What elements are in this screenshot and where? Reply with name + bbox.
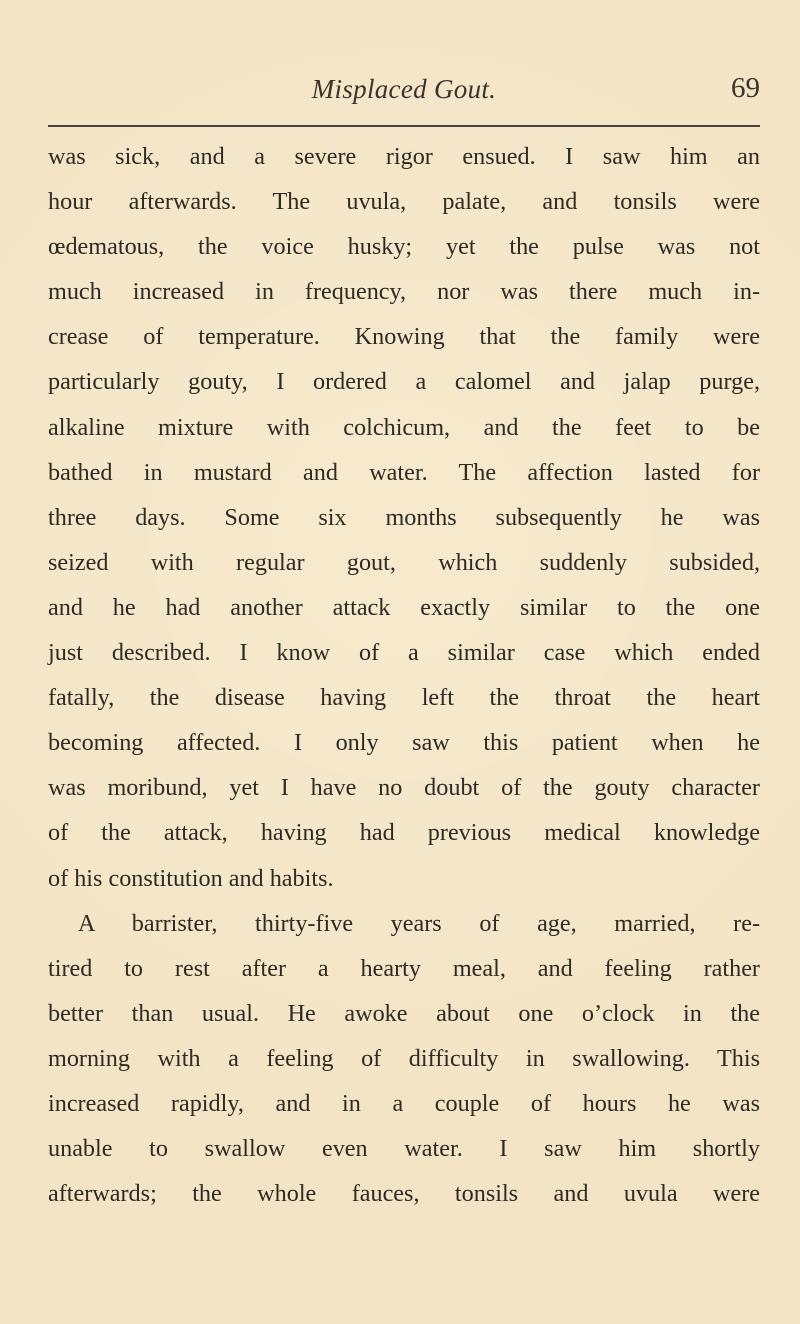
- page-number: 69: [731, 72, 760, 104]
- text-line: hour afterwards. The uvula, palate, and tonsils were: [48, 188, 760, 216]
- text-line: particularly gouty, I ordered a calomel and jalap purge,: [48, 368, 760, 396]
- text-line: was sick, and a severe rigor ensued. I saw him an: [48, 143, 760, 170]
- text-line: morning with a feeling of difficulty in swallowing. This: [48, 1044, 760, 1072]
- text-line: afterwards; the whole fauces, tonsils and uvula were: [48, 1180, 760, 1208]
- body-text: [48, 134, 760, 1216]
- text-line: seized with regular gout, which suddenly subsided,: [48, 548, 760, 576]
- text-line: becoming affected. I only saw this patient when he: [48, 729, 760, 757]
- text-line: three days. Some six months subsequently he was: [48, 503, 760, 531]
- text-line: alkaline mixture with colchicum, and the feet to be: [48, 413, 760, 441]
- text-line: just described. I know of a similar case which ended: [48, 639, 760, 667]
- running-title: Misplaced Gout.: [311, 74, 497, 104]
- text-line: much increased in frequency, nor was there much in-: [48, 278, 760, 306]
- text-line: was moribund, yet I have no doubt of the gouty character: [48, 774, 760, 802]
- text-line: better than usual. He awoke about one o’clock in the: [48, 999, 760, 1027]
- text-line: A barrister, thirty-five years of age, married, re-: [78, 909, 760, 937]
- text-line: and he had another attack exactly similar to the one: [48, 593, 760, 621]
- text-line: bathed in mustard and water. The affection lasted for: [48, 458, 760, 486]
- text-line: of his constitution and habits.: [48, 864, 334, 892]
- text-line: unable to swallow even water. I saw him shortly: [48, 1135, 760, 1163]
- text-line: of the attack, having had previous medical knowledge: [48, 819, 760, 847]
- text-line: fatally, the disease having left the throat the heart: [48, 684, 760, 712]
- text-line: tired to rest after a hearty meal, and feeling rather: [48, 954, 760, 982]
- text-line: crease of temperature. Knowing that the family were: [48, 323, 760, 351]
- text-line: œdematous, the voice husky; yet the pulse was not: [48, 233, 760, 261]
- page-header: [48, 62, 760, 112]
- text-line: increased rapidly, and in a couple of hours he was: [48, 1089, 760, 1117]
- header-rule: [48, 125, 760, 127]
